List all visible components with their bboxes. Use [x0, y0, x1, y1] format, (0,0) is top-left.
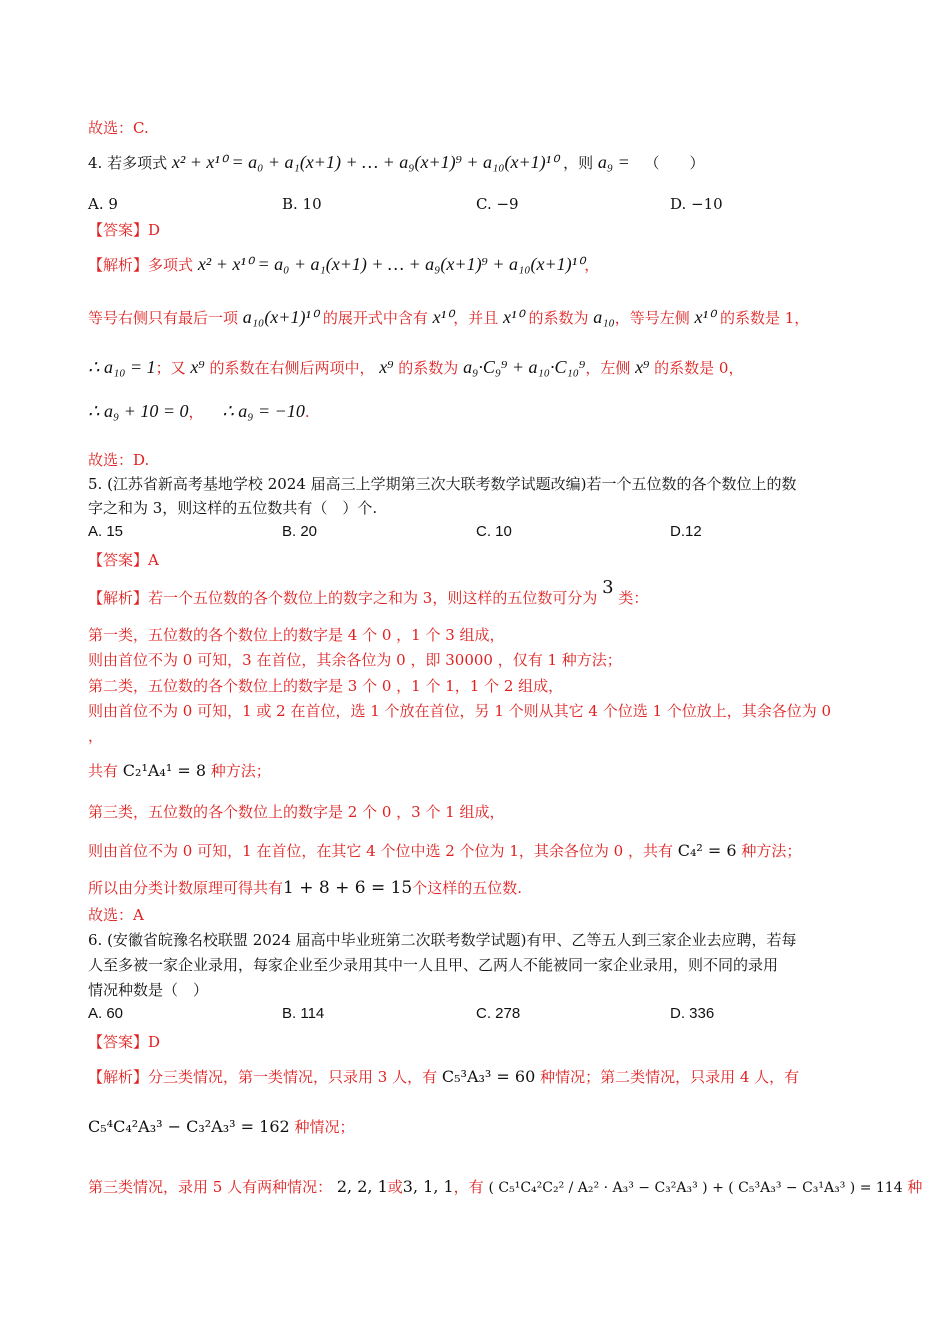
q4-line2-math2: x¹⁰	[432, 307, 454, 327]
q5-line-2: 则由首位不为 0 可知，3 在首位，其余各位为 0 ，即 30000 ，仅有 1 种方法；	[88, 651, 622, 669]
q5-line-5: ，	[88, 727, 104, 745]
q4-line4-math2: ∴ a₉ = −10	[222, 401, 305, 421]
q4-option-b: B. 10	[282, 195, 322, 213]
q4-line2-text6: 的系数是 1，	[719, 309, 810, 327]
q5-line-1: 第一类，五位数的各个数位上的数字是 4 个 0 ，1 个 3 组成，	[88, 626, 505, 644]
q5-count-suffix: 种方法；	[210, 762, 271, 780]
q6-analysis-line1	[88, 1062, 799, 1092]
q6-option-d: D. 336	[670, 1005, 715, 1022]
q4-line3-text1: ；又	[155, 359, 186, 377]
q4-conclusion: 故选：D.	[88, 451, 150, 469]
q4-analysis-comma: ，	[584, 256, 600, 274]
q6-line3-formula: ( C₅¹C₄²C₂² / A₂² · A₃³ − C₃²A₃³ ) + ( C₅³A₃³ − C₃¹A₃³ ) = 114	[488, 1180, 903, 1196]
q5-third-line: 第三类，五位数的各个数位上的数字是 2 个 0 ，3 个 1 组成，	[88, 803, 505, 821]
q6-analysis-line3	[88, 1170, 922, 1205]
q5-third-calc-prefix: 则由首位不为 0 可知，1 在首位，在其它 4 个位中选 2 个位为 1，其余各位为 0 ，共有	[88, 842, 673, 860]
q4-analysis-intro-line	[88, 252, 599, 277]
q4-line3-math1: ∴ a₁₀ = 1	[88, 357, 156, 377]
q4-line3-math2: x⁹	[190, 357, 205, 377]
q5-stem-line1: 5. (江苏省新高考基地学校 2024 届高三上学期第三次大联考数学试题改编)若一个五位数的各个数位上的数	[88, 475, 797, 493]
q5-analysis-tag: 【解析】	[88, 589, 149, 607]
q4-line3-math4: a₉·C₉⁹ + a₁₀·C₁₀⁹	[463, 357, 586, 377]
q4-line4-text2: .	[304, 403, 310, 421]
q5-summary-formula: 1 + 8 + 6 = 15	[283, 878, 413, 898]
q6-line3-or: 或	[387, 1178, 403, 1196]
q4-line3-math5: x⁹	[635, 357, 650, 377]
q6-analysis-text1: 分三类情况，第一类情况，只录用 3 人，有	[148, 1068, 438, 1086]
q4-analysis-formula: x² + x¹⁰ = a₀ + a₁(x+1) + … + a₉(x+1)⁹ + a₁₀(x+1)¹⁰	[197, 254, 585, 274]
q4-stem-paren: （ ）	[644, 154, 705, 172]
q5-count-prefix: 共有	[88, 762, 119, 780]
q4-line2-math3: x¹⁰	[503, 307, 524, 327]
q4-stem-prefix: 4. 若多项式	[88, 154, 168, 172]
q6-line2-formula: C₅⁴C₄²A₃³ − C₃²A₃³ = 162	[88, 1117, 290, 1136]
q4-line4-math1: ∴ a₉ + 10 = 0	[88, 401, 189, 421]
q4-answer: 【答案】D	[88, 221, 161, 239]
q6-line3-case1: 2, 2, 1	[336, 1177, 388, 1196]
q4-stem-target: a₉ =	[597, 152, 630, 172]
q6-line3-suffix: 种	[907, 1178, 923, 1196]
q4-option-d: D. −10	[670, 195, 723, 213]
q4-line2-text1: 等号右侧只有最后一项	[88, 309, 239, 327]
q6-option-a: A. 60	[88, 1005, 124, 1022]
q6-stem-line3: 情况种数是（ ）	[88, 981, 209, 999]
q5-option-d: D.12	[670, 523, 702, 540]
q4-stem-formula: x² + x¹⁰ = a₀ + a₁(x+1) + … + a₉(x+1)⁹ + a₁₀(x+1)¹⁰	[171, 152, 559, 172]
q4-line3-text2: 的系数在右侧后两项中，	[209, 359, 375, 377]
q4-line2-math1: a₁₀(x+1)¹⁰	[242, 307, 319, 327]
q3-conclusion: 故选：C.	[88, 119, 149, 137]
q5-option-b: B. 20	[282, 523, 318, 540]
q4-option-a: A. 9	[88, 195, 118, 213]
q4-line2-math5: x¹⁰	[694, 307, 716, 327]
q6-analysis-formula1: C₅³A₃³ = 60	[441, 1067, 536, 1086]
q6-line3-case2: 3, 1, 1	[402, 1177, 454, 1196]
q4-line2-text2: 的展开式中含有	[322, 309, 428, 327]
q4-line2-text3: ，并且	[453, 309, 499, 327]
q4-analysis-tag: 【解析】	[88, 256, 149, 274]
q6-stem-line1: 6. (安徽省皖豫名校联盟 2024 届高中毕业班第二次联考数学试题)有甲、乙等五人到三家企业去应聘，若每	[88, 931, 797, 949]
q5-third-calc-line	[88, 838, 801, 864]
q5-stem-line2: 字之和为 3，则这样的五位数共有（ ）个.	[88, 499, 378, 517]
q4-line3-text3: 的系数为	[398, 359, 459, 377]
q6-analysis-line2	[88, 1112, 354, 1142]
q4-line3-text5: 的系数是 0，	[654, 359, 744, 377]
q5-line-3: 第二类，五位数的各个数位上的数字是 3 个 0 ，1 个 1，1 个 2 组成，	[88, 677, 564, 695]
q5-third-calc-suffix: 种方法；	[741, 842, 802, 860]
q5-summary-suffix: 个这样的五位数.	[412, 879, 523, 897]
q4-line4-text1: ，	[188, 403, 204, 421]
q5-option-a: A. 15	[88, 523, 124, 540]
q4-analysis-line4	[88, 398, 310, 425]
q4-analysis-line3	[88, 355, 743, 380]
q6-line2-suffix: 种情况；	[294, 1118, 355, 1136]
q6-stem-line2: 人至多被一家企业录用，每家企业至少录用其中一人且甲、乙两人不能被同一家企业录用，则不同的录用	[88, 956, 779, 974]
q6-answer: 【答案】D	[88, 1033, 161, 1051]
q6-analysis-text2: 种情况；第二类情况，只录用 4 人，有	[540, 1068, 800, 1086]
q6-analysis-tag: 【解析】	[88, 1068, 149, 1086]
q5-option-c: C. 10	[476, 523, 512, 540]
q6-option-b: B. 114	[282, 1005, 325, 1022]
q4-line3-math3: x⁹	[379, 357, 394, 377]
q4-analysis-intro: 多项式	[148, 256, 194, 274]
q5-count-formula: C₂¹A₄¹ = 8	[122, 761, 207, 780]
q4-stem-mid: ，则	[563, 154, 594, 172]
q4-line3-text4: ，左侧	[585, 359, 631, 377]
q5-answer: 【答案】A	[88, 551, 159, 569]
q5-analysis-intro-line	[88, 577, 649, 611]
q4-line2-text4: 的系数为	[528, 309, 589, 327]
q5-summary-line	[88, 876, 522, 900]
q6-line3-prefix: 第三类情况，录用 5 人有两种情况：	[88, 1178, 333, 1196]
q5-analysis-num: 3	[602, 577, 614, 598]
q4-line2-text5: ，等号左侧	[614, 309, 690, 327]
q5-analysis-end: 类：	[618, 589, 649, 607]
q5-line-4: 则由首位不为 0 可知，1 或 2 在首位，选 1 个放在首位，另 1 个则从其它 4 个位选 1 个位放上，其余各位为 0	[88, 702, 832, 720]
q4-stem	[88, 150, 705, 175]
q5-analysis-text: 若一个五位数的各个数位上的数字之和为 3，则这样的五位数可分为	[148, 589, 598, 607]
q5-third-calc-formula: C₄² = 6	[677, 841, 737, 860]
q4-option-c: C. −9	[476, 195, 519, 213]
q6-option-c: C. 278	[476, 1005, 521, 1022]
q5-summary-prefix: 所以由分类计数原理可得共有	[88, 879, 284, 897]
q5-conclusion: 故选：A	[88, 906, 144, 924]
q5-count-line	[88, 758, 271, 784]
q6-line3-have: ，有	[453, 1178, 484, 1196]
q4-line2-math4: a₁₀	[593, 307, 615, 327]
q4-analysis-line2	[88, 305, 809, 330]
